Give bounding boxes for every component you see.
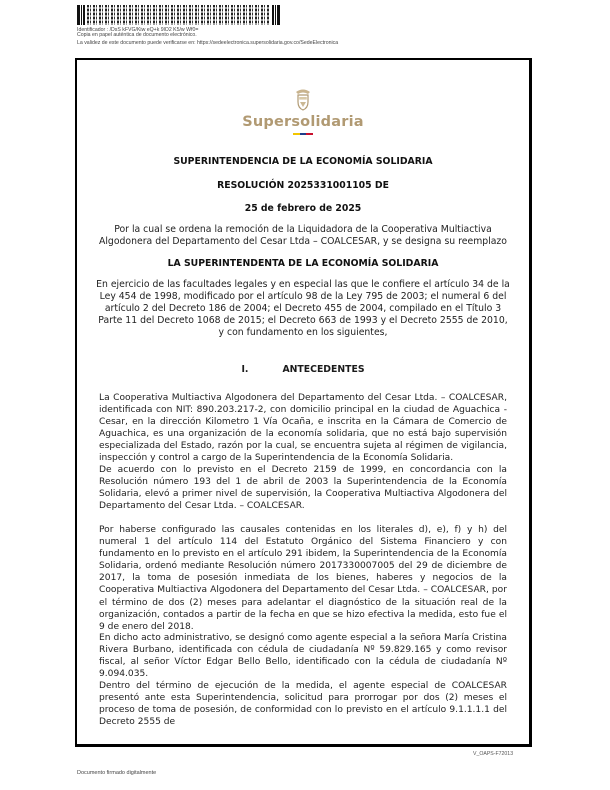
paragraph-takeover-order: Por haberse configurado las causales contenidas en los literales d), e), f) y h) del numeral 1 del artículo 114 del Estatuto Orgánico del Sistema Financiero y con fundamento en lo previsto en el artículo 291 ibidem, la Superintendencia de la Economía Solidaria, ordenó mediante Resolución número 2017330007005 del 29 de diciembre de 2017, la toma de posesión inmediata de los bienes, haberes y negocios de la Cooperativa Multiactiva Algodonera del Departamento del Cesar Ltda. – COALCESAR, por el término de dos (2) meses para adelantar el diagnóstico de la situación real de la organización, contados a partir de la fecha en que se hizo efectiva la medida, esto fue el 9 de enero del 2018. bbox=[99, 525, 507, 632]
validity-note: La validez de este documento puede verificarse en: https://sedeelectronica.supersolidaria.gov.co/SedeElectronica bbox=[77, 40, 339, 46]
pdf417-barcode-icon bbox=[77, 5, 280, 25]
paragraph-supervision-level: De acuerdo con lo previsto en el Decreto 2159 de 1999, en concordancia con la Resolución número 193 del 1 de abril de 2003 la Superintendencia de la Economía Solidaria, elevó a primer nivel de supervisión, la Cooperativa Multiactiva Algodonera del Departamento del Cesar Ltda. – COALCESAR. bbox=[99, 465, 507, 512]
paragraph-cooperative-identification: La Cooperativa Multiactiva Algodonera del Departamento del Cesar Ltda. – COALCESAR, identificada con NIT: 890.203.217-2, con domicilio principal en la ciudad de Aguachica - Cesar, en la dirección Kilometro 1 Vía Ocaña, e inscrita en la Cámara de Comercio de Aguachica, es una organización de la economía solidaria, que no está bajo supervisión especializada del Estado, razón por la cual, se encuentra sujeta al régimen de vigilancia, inspección y control a cargo de la Superintendencia de la Economía Solidaria. bbox=[99, 393, 507, 464]
colombia-coat-of-arms-icon bbox=[293, 88, 313, 112]
section-title: ANTECEDENTES bbox=[282, 364, 365, 375]
authority-heading: LA SUPERINTENDENTA DE LA ECONOMÍA SOLIDARIA bbox=[167, 258, 439, 269]
subject-line: Por la cual se ordena la remoción de la Liquidadora de la Cooperativa Multiactiva bbox=[114, 224, 492, 235]
legal-basis bbox=[77, 279, 529, 339]
document-identifier: Identificador : /DsS kFVG/Kiw eQ+k 9lO2 K5/w Wf0= bbox=[77, 27, 199, 33]
supersolidaria-logo bbox=[77, 88, 529, 135]
entity-heading: SUPERINTENDENCIA DE LA ECONOMÍA SOLIDARIA bbox=[173, 156, 433, 167]
paragraph-special-agent: En dicho acto administrativo, se designó como agente especial a la señora María Cristina Rivera Burbano, identificada con cédula de ciudadanía Nº 59.829.165 y como revisor fiscal, al señor Víctor Edgar Bello Bello, identificado con la cédula de ciudadanía Nº 9.094.035. bbox=[99, 633, 507, 680]
subject-line: Algodonera del Departamento del Cesar Ltda – COALCESAR, y se designa su reemplazo bbox=[98, 236, 507, 247]
section-number: I. bbox=[241, 364, 249, 375]
colombia-flag-stripe bbox=[293, 133, 313, 135]
copy-note: Copia en papel auténtica de documento electrónico. bbox=[77, 32, 197, 38]
form-version-code: V_OAPS-F72013 bbox=[473, 751, 514, 757]
legal-basis-line: En ejercicio de las facultades legales y en especial las que le confiere el artículo 34 de la bbox=[96, 279, 510, 290]
resolution-subject bbox=[77, 224, 529, 248]
resolution-number: RESOLUCIÓN 2025331001105 DE bbox=[217, 180, 389, 191]
legal-basis-line: Parte 11 del Decreto 1068 de 2015; el Decreto 663 de 1993 y el Decreto 2555 de 2010, bbox=[98, 315, 508, 326]
legal-basis-line: y con fundamento en los siguientes, bbox=[218, 327, 388, 338]
brand-name: Supersolidaria bbox=[242, 114, 364, 130]
digital-signature-note: Documento firmado digitalmente bbox=[77, 770, 157, 776]
section-heading-antecedentes bbox=[77, 364, 529, 375]
legal-basis-line: Ley 454 de 1998, modificado por el artículo 98 de la Ley 795 de 2003; el numeral 6 del bbox=[99, 291, 507, 302]
legal-basis-line: artículo 2 del Decreto 186 de 2004; el Decreto 455 de 2004, compilado en el Título 3 bbox=[104, 303, 502, 314]
document-page-frame bbox=[75, 58, 532, 747]
resolution-date: 25 de febrero de 2025 bbox=[244, 203, 362, 214]
paragraph-extension-request: Dentro del término de ejecución de la medida, el agente especial de COALCESAR presentó ante esta Superintendencia, solicitud para prorrogar por dos (2) meses el proceso de toma de posesión, de conformidad con lo previsto en el artículo 9.1.1.1.1 del Decreto 2555 de bbox=[99, 681, 507, 728]
